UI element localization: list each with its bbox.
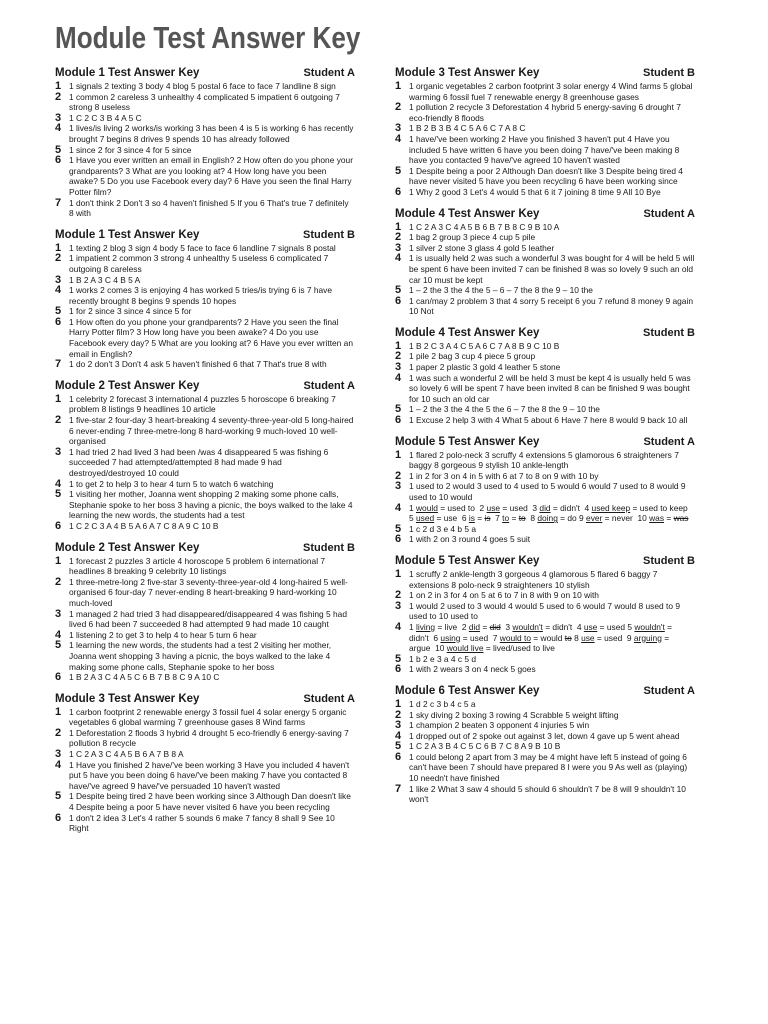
answer-text: 1 flared 2 polo-neck 3 scruffy 4 extensions 5 glamorous 6 straighteners 7 baggy 8 gorgeous 9 stylish 10 ankle-length — [409, 449, 679, 471]
question-number: 2 — [395, 589, 402, 602]
question-row — [395, 784, 695, 805]
question-row — [395, 134, 695, 166]
answer-text: 1 would 2 used to 3 would 4 would 5 used to 6 would 7 would 8 used to 9 used to 10 used to — [409, 600, 680, 622]
answer-text: 1 B 2 C 3 A 4 C 5 A 6 C 7 A 8 B 9 C 10 B — [409, 340, 560, 351]
question-row — [395, 243, 695, 254]
question-row — [55, 243, 355, 254]
question-row — [395, 81, 695, 102]
question-row — [395, 534, 695, 545]
question-number: 4 — [55, 122, 62, 135]
question-row — [395, 341, 695, 352]
answer-text: 1 common 2 careless 3 unhealthy 4 complicated 5 impatient 6 outgoing 7 strong 8 useless — [69, 91, 340, 113]
answer-text: 1 B 2 A 3 C 4 A 5 C 6 B 7 B 8 C 9 A 10 C — [69, 672, 220, 683]
question-row — [55, 749, 355, 760]
question-row — [395, 622, 695, 654]
question-number: 6 — [395, 750, 402, 763]
answer-text: 1 – 2 the 3 the 4 the 5 – 6 – 7 the 8 the 9 – 10 the — [409, 285, 593, 296]
question-number: 2 — [395, 101, 402, 114]
question-row — [55, 145, 355, 156]
question-number: 3 — [395, 599, 402, 612]
question-row — [395, 664, 695, 675]
answer-key-section — [55, 541, 355, 683]
question-row — [395, 699, 695, 710]
question-number: 4 — [395, 252, 402, 265]
section-heading: Module 3 Test Answer Key — [395, 67, 540, 79]
question-number: 3 — [55, 273, 62, 286]
question-row — [55, 577, 355, 609]
answer-text: 1 works 2 comes 3 is enjoying 4 has worked 5 tries/is trying 6 is 7 have recently brought 8 begins 9 spends 10 hopes — [69, 285, 333, 306]
section-heading: Module 2 Test Answer Key — [55, 379, 200, 392]
question-number: 2 — [395, 231, 402, 244]
question-row — [55, 707, 355, 728]
answer-text: 1 texting 2 blog 3 sign 4 body 5 face to face 6 landline 7 signals 8 postal — [69, 242, 336, 253]
question-number: 2 — [395, 469, 402, 482]
answer-text: 1 paper 2 plastic 3 gold 4 leather 5 stone — [409, 362, 561, 373]
question-number: 6 — [55, 519, 62, 532]
question-number: 1 — [395, 697, 402, 710]
question-number: 3 — [395, 480, 402, 493]
question-number: 7 — [55, 358, 62, 371]
question-number: 6 — [395, 294, 402, 307]
answer-text: 1 dropped out of 2 spoke out against 3 let, down 4 gave up 5 went ahead — [409, 730, 680, 741]
question-number: 6 — [55, 671, 62, 684]
answer-text: 1 visiting her mother, Joanna went shopping 2 making some phone calls, Stephanie spoke to her boss 3 having a picnic, the boys walked to the lake 4 learning the new words, the students had a test — [69, 489, 353, 521]
question-number: 3 — [395, 361, 402, 374]
question-number: 3 — [395, 719, 402, 732]
question-row — [395, 601, 695, 622]
answer-text: 1 C 2 A 3 C 4 A 5 B 6 A 7 B 8 A — [69, 749, 184, 760]
answer-text: 1 on 2 in 3 for 4 on 5 at 6 to 7 in 8 with 9 on 10 with — [409, 590, 599, 601]
answer-text: 1 listening 2 to get 3 to help 4 to hear 5 turn 6 hear — [69, 629, 257, 640]
answer-text: 1 impatient 2 common 3 strong 4 unhealthy 5 useless 6 complicated 7 outgoing 8 careless — [69, 253, 329, 274]
question-row — [55, 609, 355, 630]
question-row — [55, 394, 355, 415]
question-number: 2 — [55, 252, 62, 265]
answer-text: 1 living = live 2 did = did 3 wouldn't = didn't 4 use = used 5 wouldn't = didn't 6 using = used 7 would to = would to 8 use = used 9 arguing = argue 10 would live = lived/used to live — [409, 621, 673, 654]
answer-text: 1 bag 2 group 3 piece 4 cup 5 pile — [409, 232, 536, 243]
answer-text: 1 with 2 on 3 round 4 goes 5 suit — [409, 534, 531, 545]
right-column — [395, 66, 695, 814]
question-number: 5 — [55, 639, 62, 652]
answer-text: 1 scruffy 2 ankle-length 3 gorgeous 4 glamorous 5 flared 6 baggy 7 extensions 8 polo-neck 9 straighteners 10 stylish — [409, 568, 658, 590]
answer-text: 1 have/'ve been working 2 Have you finished 3 haven't put 4 Have you included 5 have written 6 have you been doing 7 have/'ve been making 8 have you contacted 9 have/'ve agreed 10 haven't wasted — [409, 133, 680, 166]
question-number: 7 — [395, 782, 402, 795]
question-row — [395, 166, 695, 187]
answer-text: 1 do 2 don't 3 Don't 4 ask 5 haven't finished 6 that 7 That's true 8 with — [69, 359, 327, 370]
answer-text: 1 c 2 d 3 e 4 b 5 a — [409, 523, 477, 534]
question-row — [395, 232, 695, 243]
question-number: 2 — [55, 90, 62, 103]
question-row — [55, 359, 355, 370]
answer-text: 1 can/may 2 problem 3 that 4 sorry 5 receipt 6 you 7 refund 8 money 9 again 10 Not — [409, 295, 693, 317]
question-number: 6 — [395, 663, 402, 676]
question-row — [55, 489, 355, 521]
answer-text: 1 d 2 c 3 b 4 c 5 a — [409, 698, 476, 709]
section-header — [55, 541, 355, 555]
answer-text: 1 silver 2 stone 3 glass 4 gold 5 leather — [409, 242, 555, 253]
question-number: 1 — [55, 241, 62, 254]
question-number: 1 — [395, 220, 402, 233]
answer-text: 1 in 2 for 3 on 4 in 5 with 6 at 7 to 8 on 9 with 10 by — [409, 470, 599, 481]
question-row — [395, 450, 695, 471]
question-number: 5 — [395, 403, 402, 416]
section-header — [395, 326, 695, 340]
question-row — [55, 813, 355, 834]
section-heading: Module 1 Test Answer Key — [55, 228, 200, 241]
answer-text: 1 would = used to 2 use = used 3 did = didn't 4 used keep = used to keep 5 used = use 6 is = is 7 to = to 8 doing = do 9 ever = never 10 was = was — [409, 502, 691, 524]
answer-text: 1 Despite being a poor 2 Although Dan doesn't like 3 Despite being tired 4 have never visited 5 have you been recycling 6 have been working since — [409, 165, 683, 187]
answer-text: 1 don't think 2 Don't 3 so 4 haven't finished 5 If you 6 That's true 7 definitely 8 with — [69, 197, 349, 219]
answer-text: 1 managed 2 had tried 3 had disappeared/disappeared 4 was fishing 5 had lived 6 had been 7 succeeded 8 had attempted 9 had made 10 caught — [69, 608, 347, 630]
answer-text: 1 C 2 A 3 B 4 C 5 C 6 B 7 C 8 A 9 B 10 B — [409, 741, 561, 752]
question-row — [395, 524, 695, 535]
answer-text: 1 How often do you phone your grandparents? 2 Have you seen the final Harry Potter film? 3 How long have you been awake? 4 Do you use Facebook every day? 5 What are you looking at? 6 Have you ever written an email in English? — [69, 316, 353, 359]
question-number: 4 — [395, 371, 402, 384]
question-number: 3 — [395, 122, 402, 135]
question-row — [55, 479, 355, 490]
answer-text: 1 with 2 wears 3 on 4 neck 5 goes — [409, 664, 536, 675]
question-row — [55, 728, 355, 749]
answer-key-section — [55, 66, 355, 219]
question-number: 5 — [395, 522, 402, 535]
question-number: 3 — [395, 241, 402, 254]
question-number: 3 — [55, 445, 62, 458]
question-number: 7 — [55, 196, 62, 209]
answer-key-section — [55, 692, 355, 834]
question-number: 4 — [395, 620, 402, 633]
question-number: 5 — [55, 305, 62, 318]
question-number: 5 — [395, 740, 402, 753]
section-heading: Module 1 Test Answer Key — [55, 67, 200, 79]
question-row — [55, 317, 355, 359]
question-row — [395, 373, 695, 405]
question-row — [395, 296, 695, 317]
section-heading: Module 5 Test Answer Key — [395, 435, 540, 448]
answer-key-section — [395, 207, 695, 317]
answer-text: 1 was such a wonderful 2 will be held 3 must be kept 4 is usually held 5 was so lovely 6 will be spent 7 have been invited 8 can be finished 9 was bought for 10 such an old car — [409, 372, 691, 404]
question-row — [55, 92, 355, 113]
question-row — [55, 123, 355, 144]
question-number: 4 — [395, 132, 402, 145]
student-label: Student A — [303, 379, 355, 392]
section-header — [55, 379, 355, 393]
question-number: 5 — [55, 143, 62, 156]
question-row — [395, 710, 695, 721]
question-row — [55, 198, 355, 219]
section-heading: Module 4 Test Answer Key — [395, 326, 540, 339]
answer-key-section — [55, 379, 355, 532]
answer-text: 1 Have you finished 2 have/'ve been working 3 Have you included 4 haven't put 5 have you been doing 6 have/'ve been making 7 have you contacted 8 have/'ve agreed 9 have/'ve persuaded 10 haven't wasted — [69, 759, 350, 791]
question-row — [395, 654, 695, 665]
question-row — [55, 306, 355, 317]
question-row — [395, 503, 695, 524]
question-row — [395, 741, 695, 752]
question-row — [395, 569, 695, 590]
answer-text: 1 carbon footprint 2 renewable energy 3 fossil fuel 4 solar energy 5 organic vegetables 6 global warming 7 greenhouse gases 8 Wind farms — [69, 706, 347, 728]
question-number: 6 — [55, 154, 62, 167]
student-label: Student A — [643, 435, 695, 448]
student-label: Student B — [643, 326, 695, 339]
student-label: Student B — [643, 67, 695, 79]
answer-text: 1 – 2 the 3 the 4 the 5 the 6 – 7 the 8 the 9 – 10 the — [409, 404, 600, 415]
question-number: 4 — [395, 501, 402, 514]
question-number: 3 — [55, 607, 62, 620]
question-number: 6 — [395, 185, 402, 198]
student-label: Student A — [643, 684, 695, 697]
answer-text: 1 don't 2 idea 3 Let's 4 rather 5 sounds 6 make 7 fancy 8 shall 9 See 10 Right — [69, 812, 335, 834]
question-number: 1 — [395, 80, 402, 92]
question-number: 6 — [395, 533, 402, 546]
answer-text: 1 had tried 2 had lived 3 had been /was 4 disappeared 5 was fishing 6 succeeded 7 had attempted/attempted 8 had made 9 had destroyed/destroyed 10 could — [69, 446, 329, 478]
question-row — [395, 351, 695, 362]
question-number: 6 — [395, 414, 402, 427]
question-row — [395, 404, 695, 415]
answer-text: 1 Have you ever written an email in English? 2 How often do you phone your grandparents? 3 What are you looking at? 4 How long have you been awake? 5 Do you use Facebook every day? 6 Have you seen the final Harry Potter film? — [69, 155, 353, 197]
answer-key-section — [55, 228, 355, 370]
question-number: 4 — [55, 628, 62, 641]
answer-text: 1 like 2 What 3 saw 4 should 5 should 6 shouldn't 7 be 8 will 9 shouldn't 10 won't — [409, 783, 686, 805]
answer-text: 1 used to 2 would 3 used to 4 used to 5 would 6 would 7 used to 8 would 9 used to 10 would — [409, 481, 686, 502]
question-row — [55, 630, 355, 641]
question-number: 5 — [55, 790, 62, 803]
question-number: 2 — [395, 708, 402, 721]
question-row — [395, 752, 695, 784]
question-number: 5 — [395, 652, 402, 665]
question-number: 1 — [395, 448, 402, 461]
answer-text: 1 C 2 C 3 B 4 A 5 C — [69, 112, 142, 123]
question-number: 1 — [55, 392, 62, 405]
question-row — [55, 760, 355, 792]
question-row — [55, 253, 355, 274]
answer-text: 1 Excuse 2 help 3 with 4 What 5 about 6 Have 7 here 8 would 9 back 10 all — [409, 415, 688, 426]
answer-key-section — [395, 66, 695, 198]
question-row — [395, 481, 695, 502]
answer-text: 1 is usually held 2 was such a wonderful 3 was bought for 4 will be held 5 will be spent 6 have been invited 7 can be finished 8 was so lovely 9 such an old car 10 must be kept — [409, 253, 695, 285]
question-number: 6 — [55, 315, 62, 328]
answer-text: 1 B 2 B 3 B 4 C 5 A 6 C 7 A 8 C — [409, 123, 526, 134]
student-label: Student A — [303, 692, 355, 705]
question-number: 4 — [55, 758, 62, 771]
question-number: 2 — [395, 350, 402, 363]
section-header — [55, 692, 355, 706]
student-label: Student B — [303, 541, 355, 554]
section-header — [55, 66, 355, 80]
question-row — [55, 81, 355, 92]
section-heading: Module 4 Test Answer Key — [395, 207, 540, 220]
answer-text: 1 Deforestation 2 floods 3 hybrid 4 drought 5 eco-friendly 6 energy-saving 7 pollution 8 recycle — [69, 727, 349, 749]
question-number: 6 — [55, 811, 62, 824]
question-number: 4 — [55, 477, 62, 490]
question-row — [55, 275, 355, 286]
section-header — [395, 207, 695, 221]
question-row — [395, 590, 695, 601]
section-header — [395, 66, 695, 80]
answer-text: 1 pile 2 bag 3 cup 4 piece 5 group — [409, 351, 536, 362]
answer-text: 1 learning the new words, the students had a test 2 visiting her mother, Joanna went shopping 3 having a picnic, the boys walked to the lake 4 making some phone calls, Stephanie spoke to her boss — [69, 640, 332, 672]
question-row — [55, 521, 355, 532]
section-header — [395, 554, 695, 568]
student-label: Student B — [643, 554, 695, 567]
question-number: 4 — [395, 729, 402, 742]
answer-text: 1 to get 2 to help 3 to hear 4 turn 5 to watch 6 watching — [69, 478, 274, 489]
question-row — [55, 155, 355, 197]
question-number: 4 — [55, 284, 62, 297]
question-row — [55, 791, 355, 812]
answer-text: 1 B 2 A 3 C 4 B 5 A — [69, 274, 141, 285]
question-number: 5 — [395, 284, 402, 297]
question-row — [55, 447, 355, 479]
question-row — [55, 113, 355, 124]
question-row — [395, 123, 695, 134]
answer-key-section — [395, 554, 695, 675]
question-row — [395, 415, 695, 426]
question-row — [55, 285, 355, 306]
section-heading: Module 6 Test Answer Key — [395, 684, 540, 697]
question-row — [395, 285, 695, 296]
question-row — [55, 672, 355, 683]
answer-text: 1 three-metre-long 2 five-star 3 seventy-three-year-old 4 long-haired 5 well-organised 6 four-day 7 never-ending 8 heart-breaking 9 hard-working 10 much-loved — [69, 576, 348, 608]
section-heading: Module 2 Test Answer Key — [55, 541, 200, 554]
question-row — [395, 731, 695, 742]
answer-text: 1 C 2 C 3 A 4 B 5 A 6 A 7 C 8 A 9 C 10 B — [69, 520, 219, 531]
question-row — [55, 640, 355, 672]
student-label: Student B — [303, 228, 355, 241]
question-number: 3 — [55, 111, 62, 124]
question-number: 2 — [55, 414, 62, 427]
question-row — [395, 102, 695, 123]
answer-text: 1 Despite being tired 2 have been working since 3 Although Dan doesn't like 4 Despite being a poor 5 have never visited 6 have you been recycling — [69, 791, 351, 813]
answer-text: 1 five-star 2 four-day 3 heart-breaking 4 seventy-three-year-old 5 long-haired 6 never-ending 7 three-metre-long 8 hard-working 9 much-loved 10 well-organised — [69, 415, 354, 447]
answer-text: 1 b 2 e 3 a 4 c 5 d — [409, 653, 477, 664]
question-number: 1 — [55, 554, 62, 567]
answer-text: 1 sky diving 2 boxing 3 rowing 4 Scrabble 5 weight lifting — [409, 709, 619, 720]
answer-key-section — [395, 684, 695, 805]
question-row — [395, 222, 695, 233]
answer-text: 1 forecast 2 puzzles 3 article 4 horoscope 5 problem 6 international 7 headlines 8 breaking 9 celebrity 10 listings — [69, 555, 326, 577]
left-column — [55, 66, 355, 843]
question-row — [395, 362, 695, 373]
question-number: 5 — [395, 164, 402, 177]
section-heading: Module 5 Test Answer Key — [395, 554, 540, 567]
question-number: 5 — [55, 488, 62, 501]
question-number: 1 — [395, 339, 402, 352]
answer-text: 1 organic vegetables 2 carbon footprint 3 solar energy 4 Wind farms 5 global warming 6 fossil fuel 7 renewable energy 8 greenhouse gases — [409, 81, 693, 102]
answer-text: 1 pollution 2 recycle 3 Deforestation 4 hybrid 5 energy-saving 6 drought 7 eco-friendly 8 floods — [409, 102, 681, 123]
question-number: 2 — [55, 575, 62, 588]
question-number: 1 — [55, 705, 62, 718]
answer-text: 1 lives/is living 2 works/is working 3 has been 4 is 5 is working 6 has recently brought 7 begins 8 drives 9 spends 10 has already followed — [69, 123, 354, 144]
question-number: 1 — [55, 80, 62, 92]
section-header — [395, 435, 695, 449]
question-number: 3 — [55, 748, 62, 761]
answer-text: 1 for 2 since 3 since 4 since 5 for — [69, 306, 192, 317]
answer-text: 1 since 2 for 3 since 4 for 5 since — [69, 144, 192, 155]
answer-text: 1 celebrity 2 forecast 3 international 4 puzzles 5 horoscope 6 breaking 7 problem 8 listings 9 headlines 10 article — [69, 393, 336, 415]
student-label: Student A — [303, 67, 355, 79]
question-row — [395, 253, 695, 285]
question-number: 1 — [395, 567, 402, 580]
answer-text: 1 C 2 A 3 C 4 A 5 B 6 B 7 B 8 C 9 B 10 A — [409, 221, 560, 232]
answer-text: 1 Why 2 good 3 Let's 4 would 5 that 6 it 7 joining 8 time 9 All 10 Bye — [409, 186, 661, 197]
question-row — [395, 471, 695, 482]
student-label: Student A — [643, 207, 695, 220]
section-heading: Module 3 Test Answer Key — [55, 692, 200, 705]
answer-text: 1 signals 2 texting 3 body 4 blog 5 postal 6 face to face 7 landline 8 sign — [69, 81, 336, 91]
section-header — [55, 228, 355, 242]
question-number: 2 — [55, 726, 62, 739]
section-header — [395, 684, 695, 698]
question-row — [55, 415, 355, 447]
answer-text: 1 champion 2 beaten 3 opponent 4 injuries 5 win — [409, 720, 590, 731]
answer-key-section — [395, 326, 695, 426]
answer-text: 1 could belong 2 apart from 3 may be 4 might have left 5 instead of going 6 can't have been 7 should have prepared 8 I were you 9 As well as (playing) 10 needn't have finished — [409, 751, 688, 784]
page-title: Module Test Answer Key — [55, 20, 361, 55]
answer-key-section — [395, 435, 695, 545]
question-row — [55, 556, 355, 577]
question-row — [395, 187, 695, 198]
question-row — [395, 720, 695, 731]
